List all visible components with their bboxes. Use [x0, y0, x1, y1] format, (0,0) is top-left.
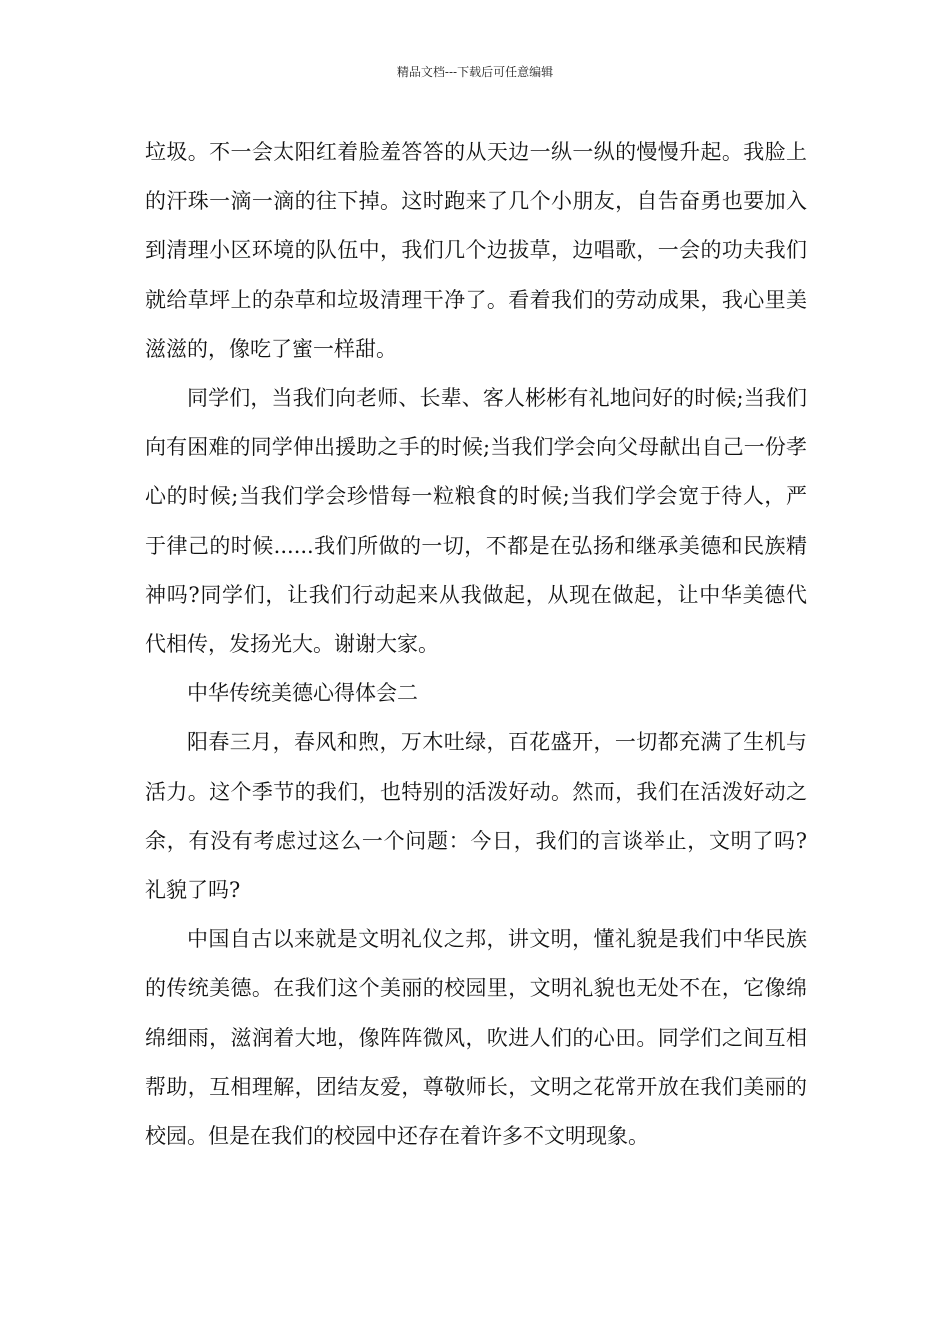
paragraph-spring: 阳春三月，春风和煦，万木吐绿，百花盛开，一切都充满了生机与活力。这个季节的我们，也特别的活泼好动。然而，我们在活泼好动之余，有没有考虑过这么一个问题：今日，我们的言谈举止，文明了吗?礼貌了吗? — [145, 730, 807, 903]
paragraph-civility: 中国自古以来就是文明礼仪之邦，讲文明，懂礼貌是我们中华民族的传统美德。在我们这个美丽的校园里，文明礼貌也无处不在，它像绵绵细雨，滋润着大地，像阵阵微风，吹进人们的心田。同学们之间互相帮助，互相理解，团结友爱，尊敬师长，文明之花常开放在我们美丽的校园。但是在我们的校园中还存在着许多不文明现象。 — [145, 927, 807, 1149]
paragraph-classmates: 同学们，当我们向老师、长辈、客人彬彬有礼地问好的时候;当我们向有困难的同学伸出援助之手的时候;当我们学会向父母献出自己一份孝心的时候;当我们学会珍惜每一粒粮食的时候;当我们学会宽于待人，严于律己的时候......我们所做的一切，不都是在弘扬和继承美德和民族精神吗?同学们，让我们行动起来从我做起，从现在做起，让中华美德代代相传，发扬光大。谢谢大家。 — [145, 386, 807, 657]
document-body — [145, 128, 807, 1161]
paragraph-continuation: 垃圾。不一会太阳红着脸羞答答的从天边一纵一纵的慢慢升起。我脸上的汗珠一滴一滴的往下掉。这时跑来了几个小朋友，自告奋勇也要加入到清理小区环境的队伍中，我们几个边拔草，边唱歌，一会的功夫我们就给草坪上的杂草和垃圾清理干净了。看着我们的劳动成果，我心里美滋滋的，像吃了蜜一样甜。 — [145, 140, 807, 361]
section-heading: 中华传统美德心得体会二 — [187, 681, 418, 706]
page-header: 精品文档---下载后可任意编辑 — [396, 65, 554, 79]
